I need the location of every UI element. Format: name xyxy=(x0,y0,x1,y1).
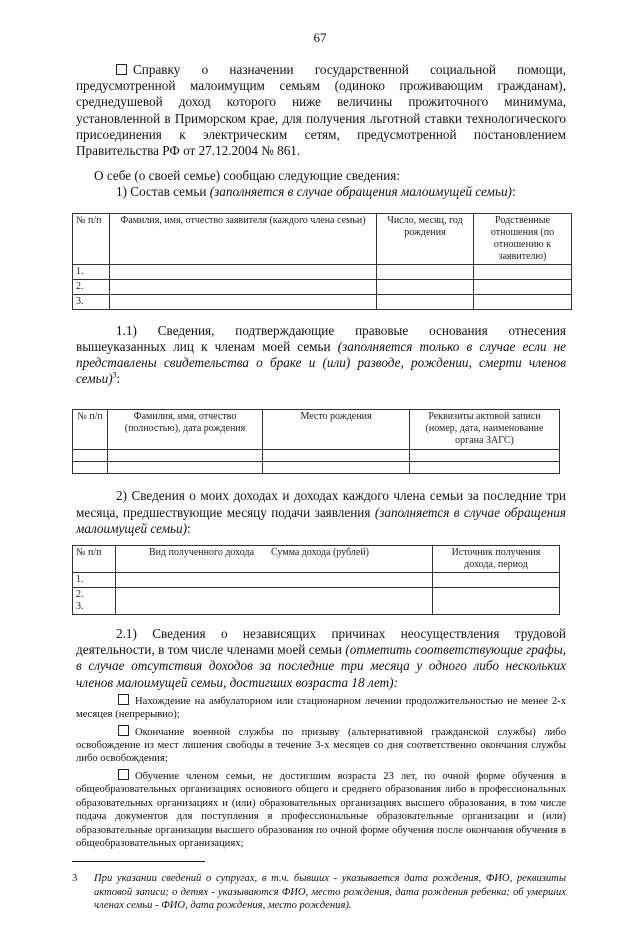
about-line: О себе (о своей семье) сообщаю следующие сведения: xyxy=(94,168,401,184)
section11-paragraph xyxy=(76,323,566,388)
table-row xyxy=(73,279,572,294)
row-number: 1. xyxy=(73,573,116,588)
section1-title: 1) Состав семьи xyxy=(116,184,210,200)
cell[interactable] xyxy=(110,264,377,279)
header-act-record: Реквизиты актовой записи (номер, дата, наименование органа ЗАГС) xyxy=(410,410,560,450)
table-header-row xyxy=(73,410,560,450)
header-split xyxy=(119,547,429,559)
cell[interactable] xyxy=(110,294,377,309)
table-row xyxy=(73,294,572,309)
cell[interactable] xyxy=(116,573,433,588)
table-row xyxy=(73,264,572,279)
section2-title: 2) Сведения о моих доходах и доходах каждого члена семьи за последние три месяца, предшествующие месяцу подачи заявления xyxy=(76,488,566,520)
footnote-number: 3 xyxy=(72,873,78,885)
page-number: 67 xyxy=(313,30,327,45)
section21-title: 2.1) Сведения о независящих причинах неосуществления трудовой деятельности, в том числе членами моей семьи xyxy=(76,626,566,658)
option-treatment xyxy=(76,694,566,722)
cell[interactable] xyxy=(108,450,263,462)
table-row xyxy=(73,450,560,462)
income-table xyxy=(72,545,560,615)
section2-paragraph xyxy=(76,488,566,537)
option-military xyxy=(76,725,566,766)
header-income-type: Вид полученного дохода xyxy=(149,547,255,559)
section21-note: (отметить соответствующие графы, в случае отсутствия доходов за последние три месяца у одного либо нескольких членов малоимущей семьи, достигших возраста 18 лет): xyxy=(76,642,566,690)
option-text: Нахождение на амбулаторном или стационарном лечении продолжительностью не менее 2-х месяцев (непрерывно); xyxy=(76,695,566,721)
section2-note: (заполняется в случае обращения малоимущей семьи) xyxy=(76,504,566,536)
section11-note: (заполняется только в случае если не представлены свидетельства о браке и (или) разводе, рождении, смерти членов семьи) xyxy=(76,338,566,387)
header-income-source: Источник получения дохода, период xyxy=(433,546,560,573)
section2-tail: : xyxy=(187,520,191,536)
cell[interactable] xyxy=(263,462,410,474)
cell[interactable] xyxy=(377,264,474,279)
cell[interactable] xyxy=(263,450,410,462)
row-number: 3. xyxy=(76,601,84,613)
checkbox[interactable] xyxy=(116,64,127,75)
relation-proof-table xyxy=(72,409,560,474)
header-number: № п/п xyxy=(73,410,108,450)
row-number: 3. xyxy=(73,294,110,309)
header-income-type-and-sum xyxy=(116,546,433,573)
cell[interactable] xyxy=(116,588,433,615)
table-header-row xyxy=(73,546,560,573)
cell[interactable] xyxy=(433,573,560,588)
cell[interactable] xyxy=(108,462,263,474)
section1-tail: : xyxy=(511,184,516,200)
intro-paragraph xyxy=(76,62,566,159)
section11-title: 1.1) Сведения, подтверждающие правовые основания отнесения вышеуказанных лиц к членам моей семьи xyxy=(76,322,566,354)
option-text: Окончание военной службы по призыву (альтернативной гражданской службы) либо освобождение из мест лишения свободы в течение 3-х месяцев со дня соответственно окончания службы либо освобождения; xyxy=(76,726,566,765)
header-number: № п/п xyxy=(73,213,110,264)
section21-paragraph xyxy=(76,626,566,691)
footnote-ref: 3 xyxy=(112,370,117,380)
cell[interactable] xyxy=(377,279,474,294)
header-name: Фамилия, имя, отчество заявителя (каждого члена семьи) xyxy=(110,213,377,264)
cell[interactable] xyxy=(410,450,560,462)
cell[interactable] xyxy=(73,450,108,462)
cell[interactable] xyxy=(474,264,572,279)
footnote-divider xyxy=(72,861,205,862)
header-relation: Родственные отношения (по отношению к заявителю) xyxy=(474,213,572,264)
header-birthdate: Число, месяц, год рождения xyxy=(377,213,474,264)
row-numbers xyxy=(73,588,116,615)
row-number: 2. xyxy=(76,589,84,601)
row-number: 1. xyxy=(73,264,110,279)
footnote xyxy=(72,872,566,912)
row-number: 2. xyxy=(73,279,110,294)
table-row xyxy=(73,573,560,588)
table-row xyxy=(73,462,560,474)
cell[interactable] xyxy=(377,294,474,309)
cell[interactable] xyxy=(433,588,560,615)
header-birthplace: Место рождения xyxy=(263,410,410,450)
section1-note: (заполняется в случае обращения малоимущей семьи) xyxy=(209,184,512,200)
footnote-text: При указании сведений о супругах, в т.ч. бывших - указывается дата рождения, ФИО, реквизиты актовой записи; о детях - указываются ФИО, место рождения, дата рождения ребенка; об умерших членах семьи - ФИО, дата рождения, место рождения). xyxy=(94,873,566,912)
table-row xyxy=(73,588,560,615)
table-header-row xyxy=(73,213,572,264)
cell[interactable] xyxy=(474,279,572,294)
checkbox[interactable] xyxy=(118,725,129,736)
option-text: Обучение членом семьи, не достигшим возраста 23 лет, по очной форме обучения в общеобразовательных организациях основного общего и среднего образования либо в профессиональных образовательных организациях и (или) образовательных организациях высшего образования, в том числе подача документов для поступления в профессиональные образовательные организации и (или) образовательные организации высшего образования по очной форме обучения после окончания обучения в общеобразовательных организациях; xyxy=(76,770,566,849)
header-number: № п/п xyxy=(73,546,116,573)
cell[interactable] xyxy=(110,279,377,294)
section1-heading xyxy=(76,184,566,200)
header-name: Фамилия, имя, отчество (полностью), дата рождения xyxy=(108,410,263,450)
page-content xyxy=(72,0,566,933)
option-education xyxy=(76,769,566,850)
checkbox[interactable] xyxy=(118,769,129,780)
family-table xyxy=(72,213,572,310)
cell[interactable] xyxy=(73,462,108,474)
checkbox[interactable] xyxy=(118,694,129,705)
cell[interactable] xyxy=(474,294,572,309)
intro-text: Справку о назначении государственной социальной помощи, предусмотренной малоимущим семьям (одиноко проживающим гражданам), среднедушевой доход которого ниже величины прожиточного минимума, установленной в Приморском крае, для получения льготной ставки технологического присоединения к электрическим сетям, предусмотренной постановлением Правительства РФ от 27.12.2004 № 861. xyxy=(76,62,566,159)
section11-tail: : xyxy=(116,371,121,387)
header-income-sum: Сумма дохода (рублей) xyxy=(270,547,369,559)
cell[interactable] xyxy=(410,462,560,474)
